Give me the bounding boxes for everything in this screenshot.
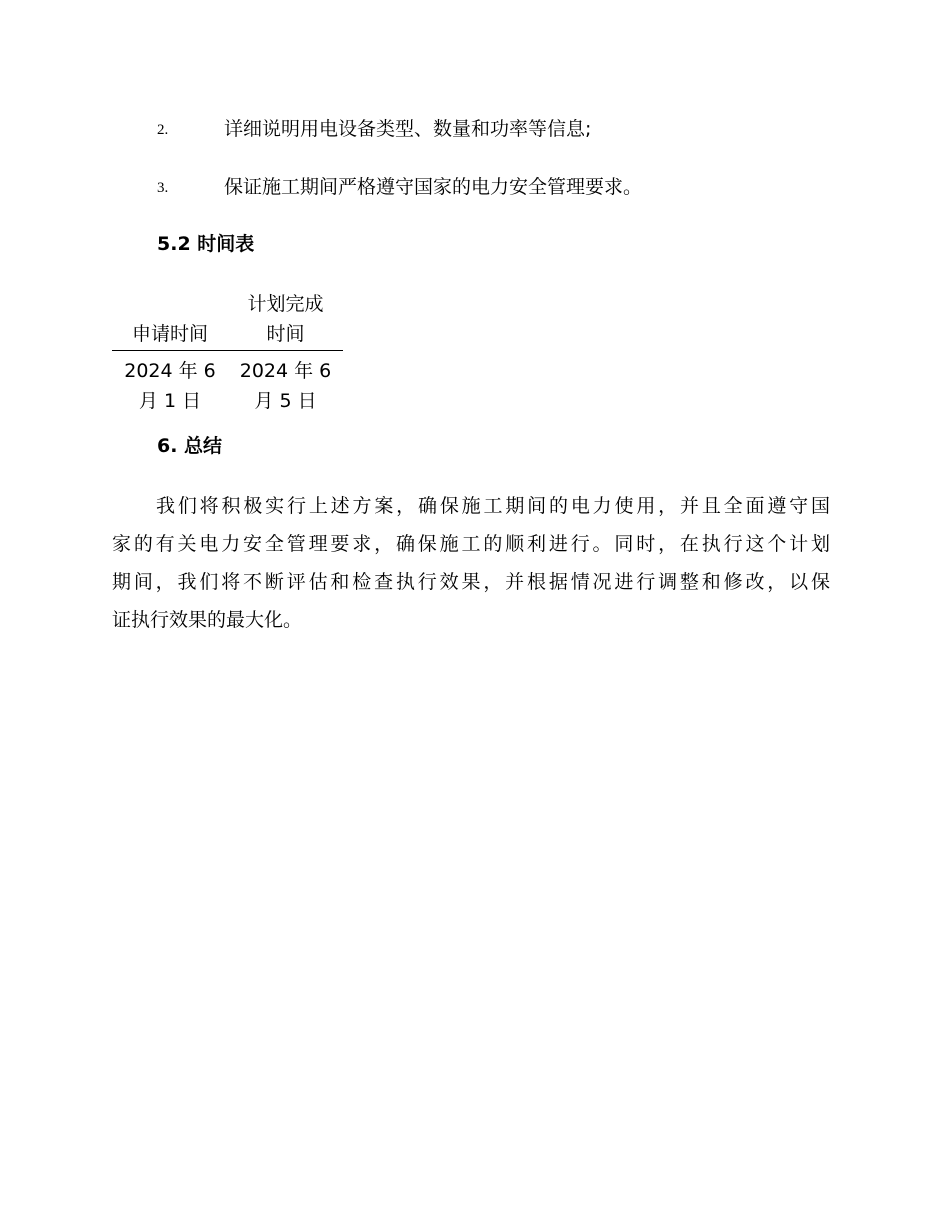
paragraph-line: 证执行效果的最大化。 [112, 609, 303, 631]
list-item-text: 详细说明用电设备类型、数量和功率等信息; [224, 118, 592, 140]
summary-paragraph [112, 487, 832, 639]
table-cell-apply-date [112, 351, 228, 415]
section-heading-summary: 6. 总结 [157, 435, 223, 457]
section-heading-schedule: 5.2 时间表 [157, 233, 255, 255]
cell-line: 2024 年 6 [124, 360, 216, 382]
table-header-cell-planned-completion [228, 288, 343, 350]
table-header-cell-apply-time [112, 288, 228, 350]
header-line: 计划完成 [247, 293, 324, 315]
header-line: 申请时间 [131, 323, 208, 345]
list-item [0, 114, 950, 144]
header-line: 时间 [266, 323, 305, 345]
schedule-table [112, 288, 343, 415]
table-header-row [112, 288, 343, 351]
list-item-text: 保证施工期间严格遵守国家的电力安全管理要求。 [224, 176, 643, 198]
paragraph-line: 家的有关电力安全管理要求，确保施工的顺利进行。同时，在执行这个计划 [112, 533, 830, 555]
list-item-number: 2. [157, 122, 169, 138]
table-row [112, 351, 343, 415]
list-item-number: 3. [157, 180, 169, 196]
table-cell-completion-date [228, 351, 343, 415]
paragraph-line: 期间，我们将不断评估和检查执行效果，并根据情况进行调整和修改，以保 [112, 571, 830, 593]
cell-line: 月 5 日 [254, 390, 317, 412]
cell-line: 月 1 日 [138, 390, 202, 412]
list-item [0, 172, 950, 202]
paragraph-line: 我们将积极实行上述方案，确保施工期间的电力使用，并且全面遵守国 [156, 495, 830, 517]
cell-line: 2024 年 6 [239, 360, 332, 382]
